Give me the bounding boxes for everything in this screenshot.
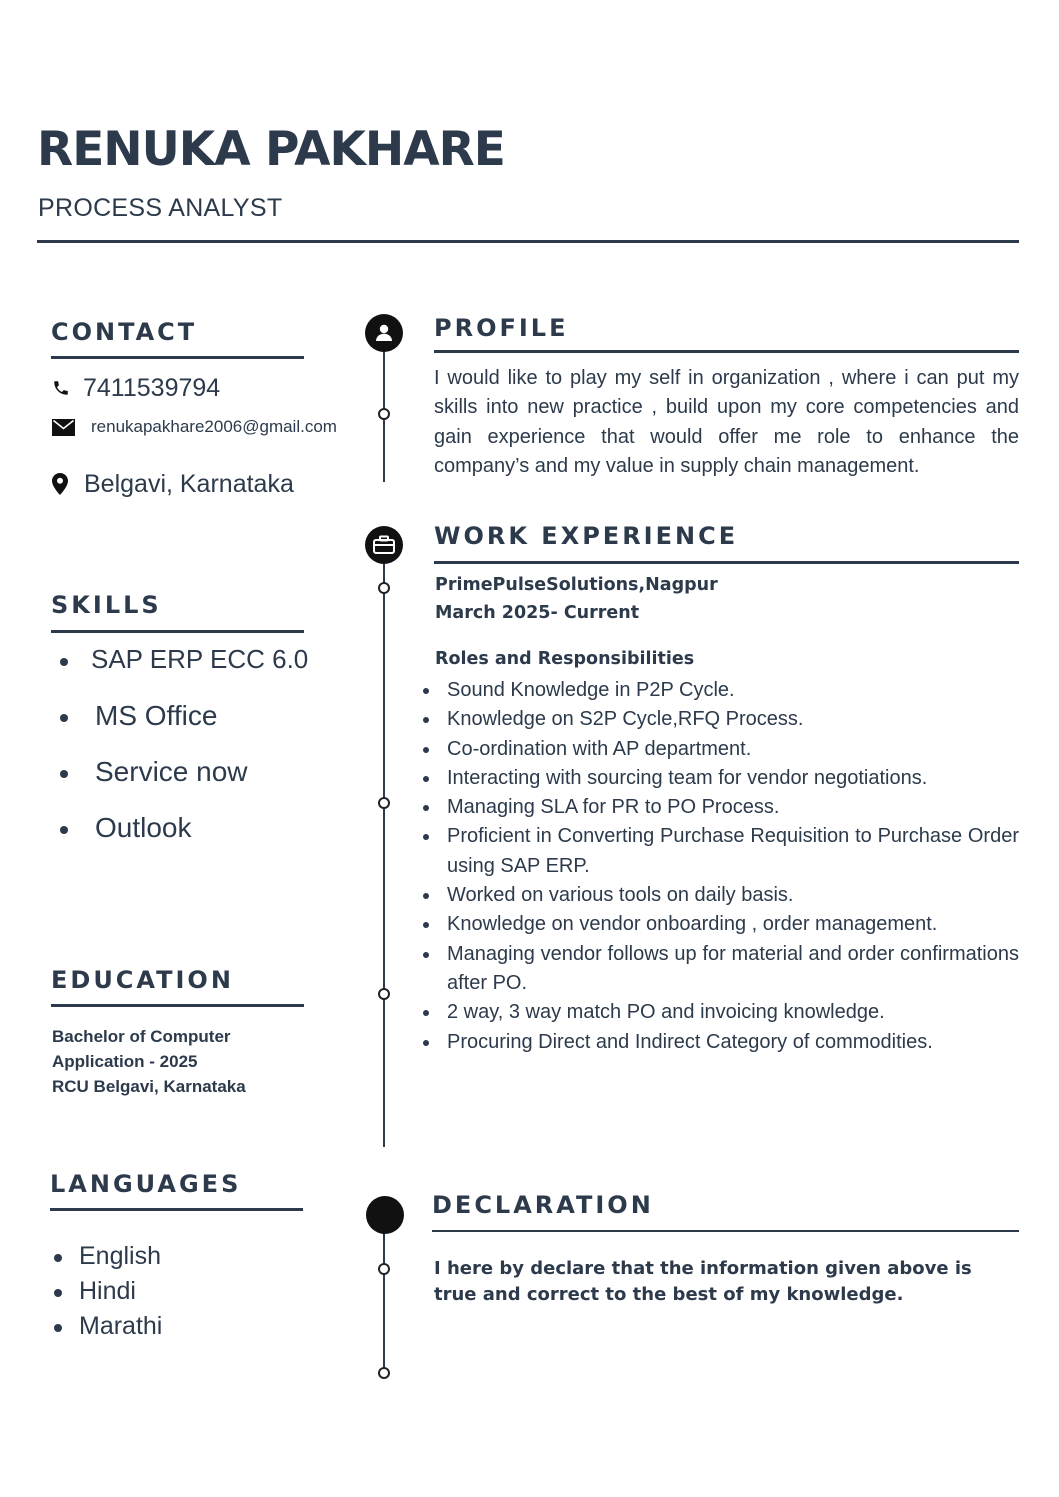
bullet-dot (423, 747, 429, 753)
profile-node (365, 314, 403, 352)
company-name: PrimePulseSolutions,Nagpur (435, 575, 718, 595)
profile-heading: PROFILE (434, 314, 569, 342)
user-icon (374, 323, 394, 343)
skills-heading: SKILLS (51, 591, 162, 619)
timeline-dot (378, 988, 390, 1000)
profile-rule (434, 350, 1019, 353)
responsibility-item: Knowledge on vendor onboarding , order management. (422, 910, 1019, 939)
bullet-dot (423, 805, 429, 811)
responsibility-item: Procuring Direct and Indirect Category of commodities. (422, 1028, 1019, 1057)
work-rule (434, 561, 1019, 564)
responsibility-item: Proficient in Converting Purchase Requisition to Purchase Order using SAP ERP. (422, 822, 1019, 881)
degree-year-line: Application - 2025 (52, 1052, 198, 1071)
work-heading: WORK EXPERIENCE (434, 522, 739, 550)
declaration-text: I here by declare that the information given above is true and correct to the best of my knowledge. (434, 1258, 972, 1305)
bullet-dot (54, 1289, 62, 1297)
education-rule (51, 1004, 304, 1007)
responsibilities-list (422, 676, 1019, 1057)
timeline-dot (378, 582, 390, 594)
bullet-dot (423, 776, 429, 782)
bullet-dot (423, 1040, 429, 1046)
contact-rule (51, 356, 304, 359)
timeline-dot (378, 1263, 390, 1275)
skills-rule (51, 630, 304, 633)
declaration-node (366, 1196, 404, 1234)
education-heading: EDUCATION (51, 966, 234, 994)
bullet-dot (423, 717, 429, 723)
bullet-dot (423, 952, 429, 958)
location-text: Belgavi, Karnataka (84, 469, 294, 498)
bullet-dot (423, 922, 429, 928)
phone-icon (51, 378, 71, 398)
degree-line: Bachelor of Computer (52, 1027, 231, 1046)
declaration-rule (432, 1230, 1019, 1232)
briefcase-icon (373, 535, 395, 555)
candidate-name: RENUKA PAKHARE (37, 122, 505, 177)
contact-email (51, 416, 337, 438)
timeline-dot (378, 797, 390, 809)
work-node (365, 526, 403, 564)
bullet-dot (423, 893, 429, 899)
languages-heading: LANGUAGES (50, 1170, 242, 1198)
bullet-dot (60, 770, 68, 778)
mail-icon (51, 417, 75, 437)
responsibility-item: Managing SLA for PR to PO Process. (422, 793, 1019, 822)
responsibility-item: Co-ordination with AP department. (422, 735, 1019, 764)
profile-text: I would like to play my self in organization , where i can put my skills into new practice , build upon my core competencies and gain experience that would offer me role to enhance the company’s and my value in supply chain management. (434, 367, 1019, 477)
contact-heading: CONTACT (51, 318, 198, 346)
work-period: March 2025- Current (435, 603, 640, 623)
timeline-dot (378, 1367, 390, 1379)
institution-line: RCU Belgavi, Karnataka (52, 1077, 246, 1096)
contact-location (51, 467, 294, 501)
roles-heading: Roles and Responsibilities (435, 649, 695, 669)
responsibility-item: Sound Knowledge in P2P Cycle. (422, 676, 1019, 705)
education-details (52, 1024, 312, 1099)
header-divider (37, 240, 1019, 243)
languages-rule (50, 1208, 303, 1211)
bullet-dot (423, 834, 429, 840)
bullet-dot (54, 1324, 62, 1332)
contact-phone (51, 372, 220, 404)
declaration-heading: DECLARATION (432, 1191, 654, 1219)
bullet-dot (423, 688, 429, 694)
responsibility-item: Managing vendor follows up for material and order confirmations after PO. (422, 940, 1019, 999)
location-pin-icon (51, 472, 69, 496)
bullet-dot (423, 1010, 429, 1016)
responsibility-item: Knowledge on S2P Cycle,RFQ Process. (422, 705, 1019, 734)
email-address[interactable]: renukapakhare2006@gmail.com (91, 417, 337, 436)
timeline-dot (378, 408, 390, 420)
timeline-line-declaration (383, 1230, 385, 1376)
job-title: PROCESS ANALYST (38, 194, 283, 222)
bullet-dot (54, 1254, 62, 1262)
responsibility-item: 2 way, 3 way match PO and invoicing knowledge. (422, 998, 1019, 1027)
timeline-line-work (383, 560, 385, 1147)
responsibility-item: Interacting with sourcing team for vendor negotiations. (422, 764, 1019, 793)
responsibility-item: Worked on various tools on daily basis. (422, 881, 1019, 910)
bullet-dot (60, 714, 68, 722)
phone-number[interactable]: 7411539794 (83, 373, 221, 402)
bullet-dot (60, 658, 68, 666)
bullet-dot (60, 826, 68, 834)
